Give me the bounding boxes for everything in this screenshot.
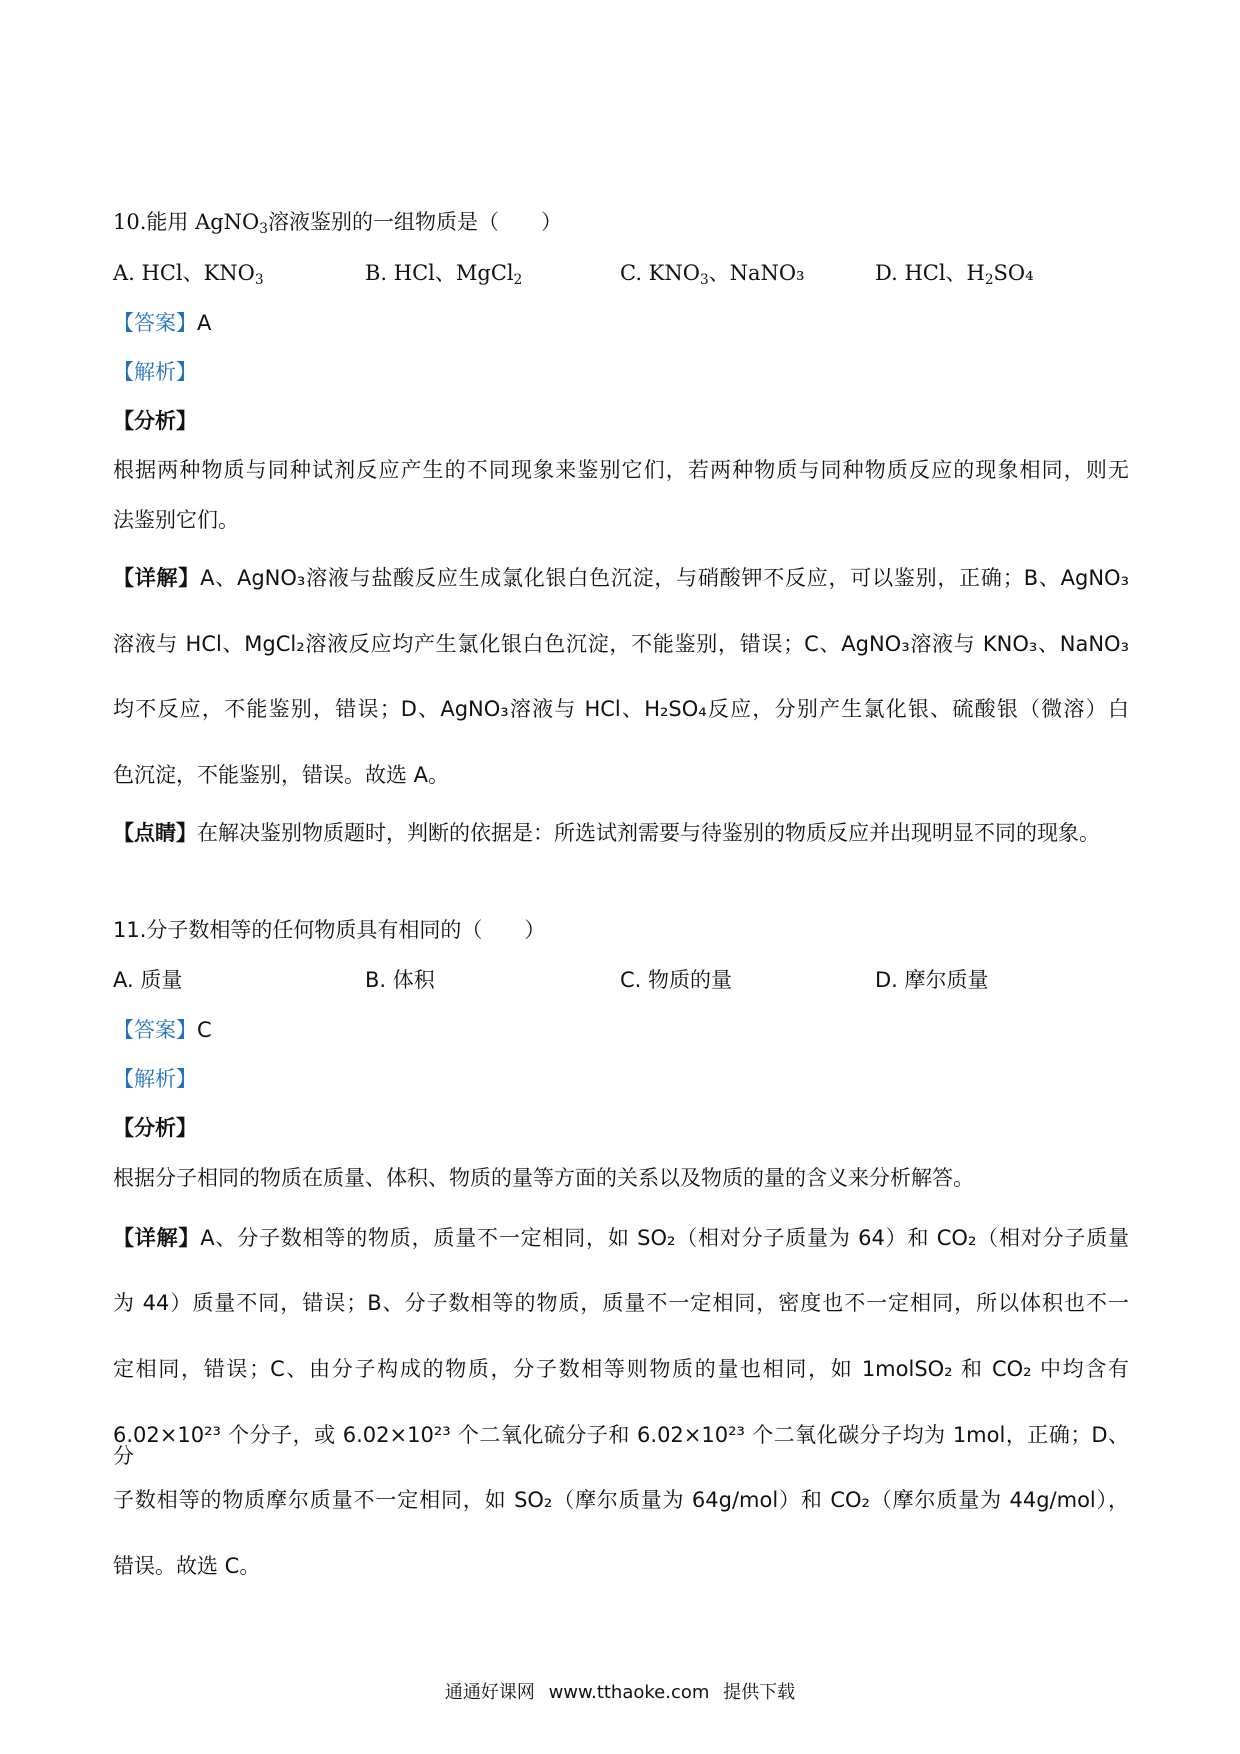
q11-detail-line4: 6.02×10²³ 个分子，或 6.02×10²³ 个二氧化硫分子和 6.02×10²³ 个二氧化碳分子均为 1mol，正确；D、分	[113, 1423, 1129, 1468]
footer-site-name: 通通好课网	[444, 1682, 535, 1703]
q10-stem: 10.能用 AgNO$_3$溶液鉴别的一组物质是（ ）	[113, 210, 562, 238]
q10-answer: 【答案】A	[113, 311, 212, 335]
page-footer	[0, 1678, 1240, 1704]
footer-note: 提供下载	[723, 1682, 796, 1703]
q10-analysis-line2: 法鉴别它们。	[113, 508, 239, 532]
q11-detail-line6: 错误。故选 C。	[113, 1554, 261, 1578]
q11-detail-line5: 子数相等的物质摩尔质量不一定相同，如 SO₂（摩尔质量为 64g/mol）和 CO₂（摩尔质量为 44g/mol），	[113, 1488, 1129, 1512]
q11-option-a: A. 质量	[113, 968, 183, 992]
q11-option-d: D. 摩尔质量	[875, 968, 989, 992]
q11-jiexi-heading: 【解析】	[113, 1067, 197, 1091]
q10-detail-line4: 色沉淀，不能鉴别，错误。故选 A。	[113, 763, 450, 787]
q10-option-c: C. $KNO_3$、NaNO₃	[620, 261, 805, 289]
q10-detail-line3: 均不反应，不能鉴别，错误；D、AgNO₃溶液与 HCl、H₂SO₄反应，分别产生氯化银、硫酸银（微溶）白	[113, 697, 1129, 721]
q11-detail-line2: 为 44）质量不同，错误；B、分子数相等的物质，质量不一定相同，密度也不一定相同，所以体积也不一	[113, 1291, 1129, 1315]
footer-url[interactable]: www.tthaoke.com	[548, 1682, 710, 1703]
q11-fenxi-heading: 【分析】	[113, 1116, 197, 1140]
q10-option-b: B. HCl、MgCl$_2$	[365, 261, 523, 289]
q10-analysis-line1: 根据两种物质与同种试剂反应产生的不同现象来鉴别它们，若两种物质与同种物质反应的现象相同，则无	[113, 458, 1129, 482]
q10-tip: 【点睛】在解决鉴别物质题时，判断的依据是：所选试剂需要与待鉴别的物质反应并出现明显不同的现象。	[113, 821, 1100, 845]
q10-fenxi-heading: 【分析】	[113, 409, 197, 433]
q10-option-a: A. HCl、$KNO_3$	[113, 261, 264, 289]
q10-jiexi-heading: 【解析】	[113, 360, 197, 384]
q11-stem: 11.分子数相等的任何物质具有相同的（ ）	[113, 918, 546, 942]
q11-option-c: C. 物质的量	[620, 968, 733, 992]
q11-analysis: 根据分子相同的物质在质量、体积、物质的量等方面的关系以及物质的量的含义来分析解答。	[113, 1166, 974, 1190]
q10-option-d: D. HCl、$H_2SO_4$	[875, 261, 1034, 289]
q11-detail-line3: 定相同，错误；C、由分子构成的物质，分子数相等则物质的量也相同，如 1molSO₂ 和 CO₂ 中均含有	[113, 1357, 1129, 1381]
q11-detail-line1: 【详解】A、分子数相等的物质，质量不一定相同，如 SO₂（相对分子质量为 64）和 CO₂（相对分子质量	[113, 1226, 1130, 1250]
q10-detail-line2: 溶液与 HCl、MgCl₂溶液反应均产生氯化银白色沉淀，不能鉴别，错误；C、AgNO₃溶液与 KNO₃、NaNO₃	[113, 632, 1129, 656]
q11-answer: 【答案】C	[113, 1018, 212, 1042]
q11-option-b: B. 体积	[365, 968, 435, 992]
q10-detail-line1: 【详解】A、AgNO₃溶液与盐酸反应生成氯化银白色沉淀，与硝酸钾不反应，可以鉴别，正确；B、AgNO₃	[113, 566, 1129, 590]
